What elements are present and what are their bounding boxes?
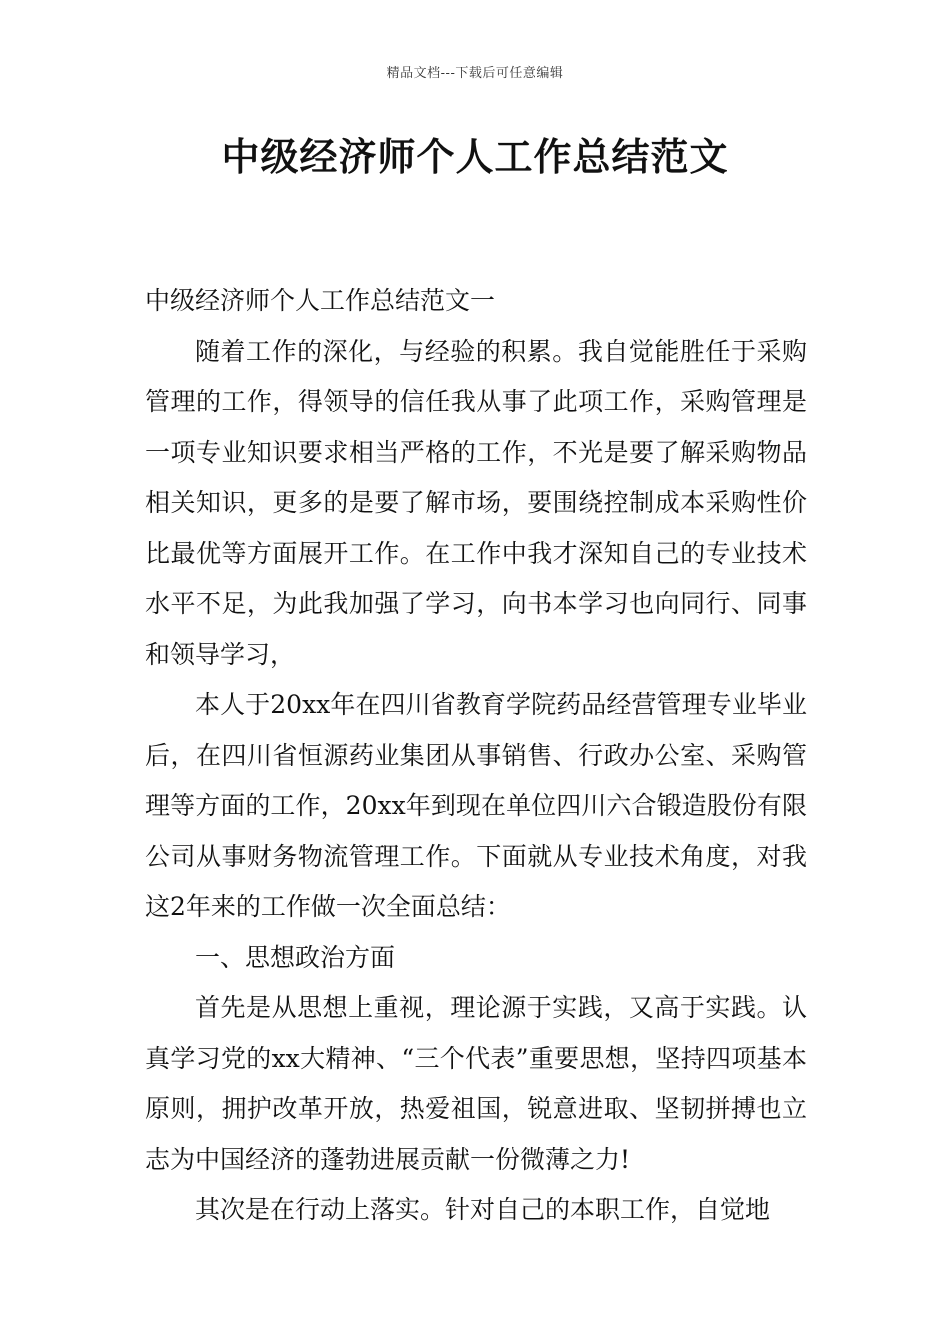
section-heading: 一、思想政治方面 xyxy=(195,942,396,972)
paragraph: 首先是从思想上重视，理论源于实践，又高于实践。认真学习党的xx大精神、“三个代表”重要思想，坚持四项基本原则，拥护改革开放，热爱祖国，锐意进取、坚韧拼搏也立志为中国经济的蓬勃进展贡献一份微薄之力! xyxy=(145,993,807,1174)
paragraph-subtitle: 中级经济师个人工作总结范文一 xyxy=(145,286,496,315)
document-body xyxy=(145,276,807,1236)
document-title: 中级经济师个人工作总结范文 xyxy=(221,135,729,179)
header-note: 精品文档---下载后可任意编辑 xyxy=(386,66,564,81)
paragraph: 其次是在行动上落实。针对自己的本职工作，自觉地 xyxy=(195,1195,771,1224)
paragraph: 随着工作的深化，与经验的积累。我自觉能胜任于采购管理的工作，得领导的信任我从事了此项工作，采购管理是一项专业知识要求相当严格的工作，不光是要了解采购物品相关知识，更多的是要了解市场，要围绕控制成本采购性价比最优等方面展开工作。在工作中我才深知自己的专业技术水平不足，为此我加强了学习，向书本学习也向同行、同事和领导学习， xyxy=(145,336,807,669)
paragraph: 本人于20xx年在四川省教育学院药品经营管理专业毕业后，在四川省恒源药业集团从事销售、行政办公室、采购管理等方面的工作，20xx年到现在单位四川六合锻造股份有限公司从事财务物流管理工作。下面就从专业技术角度，对我这2年来的工作做一次全面总结： xyxy=(145,690,807,921)
